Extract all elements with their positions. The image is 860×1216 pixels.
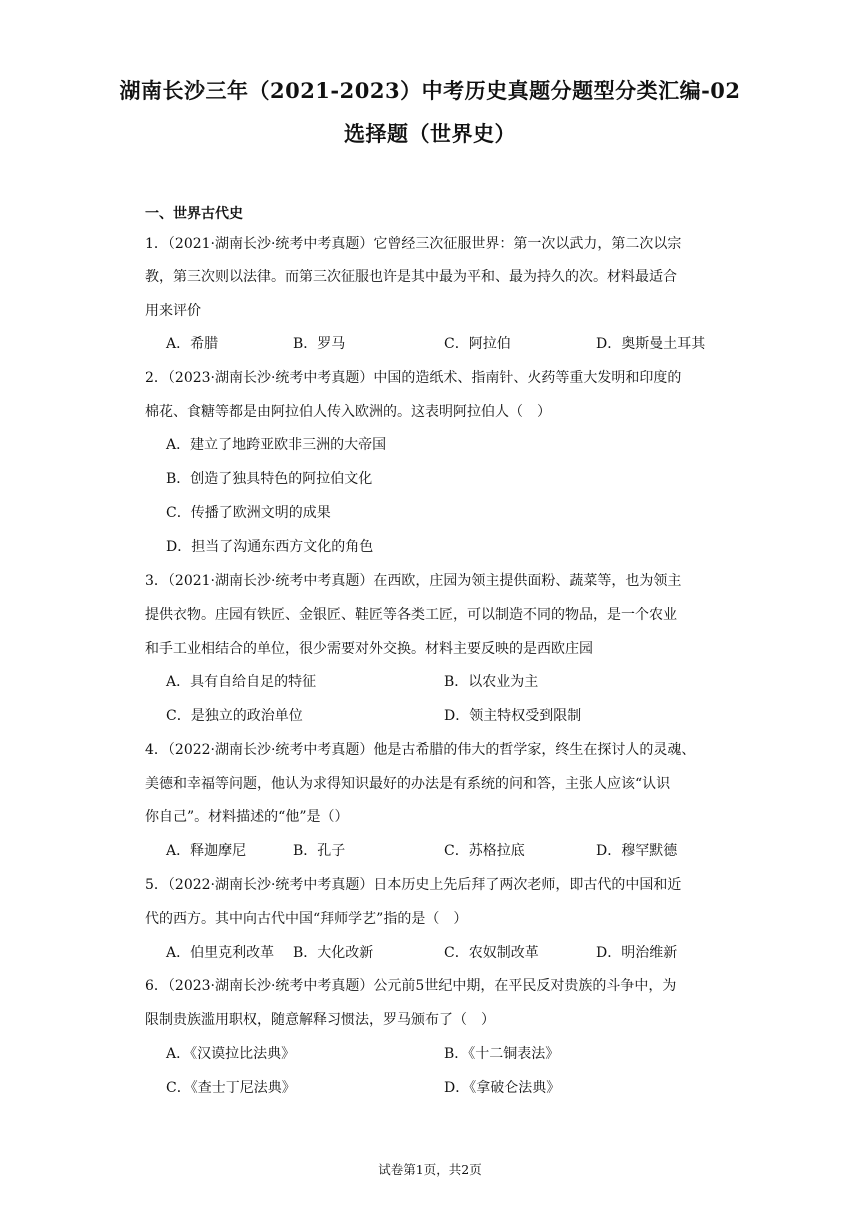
option-d: D．明治维新 [596, 945, 678, 961]
option-b: B．孔子 [293, 843, 346, 859]
option-d: D．领主特权受到限制 [444, 708, 582, 724]
question-text-line: 限制贵族滥用职权，随意解释习惯法，罗马颁布了（ ） [145, 1012, 495, 1028]
question-text-line: 6．（2023·湖南长沙·统考中考真题）公元前5世纪中期，在平民反对贵族的斗争中，为 [145, 978, 677, 994]
option-a: A．伯里克利改革 [166, 945, 275, 961]
option-d: D．穆罕默德 [596, 843, 678, 859]
option-a: A．希腊 [166, 336, 219, 352]
question-text-line: 教，第三次则以法律。而第三次征服也许是其中最为平和、最为持久的次。材料最适合 [145, 269, 677, 285]
question-text-line: 4．（2022·湖南长沙·统考中考真题）他是古希腊的伟大的哲学家，终生在探讨人的灵魂、 [145, 742, 696, 758]
option-b: B．大化改新 [293, 945, 374, 961]
document-title-line-2: 选择题（世界史） [344, 121, 516, 146]
option-a: A．释迦摩尼 [166, 843, 247, 859]
option-b: B．《十二铜表法》 [444, 1046, 560, 1062]
question-text-line: 提供衣物。庄园有铁匠、金银匠、鞋匠等各类工匠，可以制造不同的物品，是一个农业 [145, 607, 677, 623]
option-a: A．具有自给自足的特征 [166, 674, 317, 690]
option-c: C．农奴制改革 [444, 945, 539, 961]
question-text-line: 代的西方。其中向古代中国“拜师学艺”指的是（ ） [145, 911, 468, 927]
question-text-line: 美德和幸福等问题，他认为求得知识最好的办法是有系统的问和答，主张人应该“认识 [145, 776, 671, 792]
option-c: C．是独立的政治单位 [166, 708, 303, 724]
document-title-line-1: 湖南长沙三年（2021-2023）中考历史真题分题型分类汇编-02 [119, 78, 741, 103]
option-d: D．《拿破仑法典》 [444, 1080, 561, 1096]
question-text-line: 5．（2022·湖南长沙·统考中考真题）日本历史上先后拜了两次老师，即古代的中国和近 [145, 877, 682, 893]
question-text-line: 和手工业相结合的单位，很少需要对外交换。材料主要反映的是西欧庄园 [145, 641, 593, 657]
option-a: A．《汉谟拉比法典》 [166, 1046, 296, 1062]
option-a: A．建立了地跨亚欧非三洲的大帝国 [166, 437, 387, 453]
question-text-line: 你自己”。材料描述的“他”是（） [145, 809, 349, 825]
option-c: C．苏格拉底 [444, 843, 525, 859]
question-text-line: 棉花、食糖等都是由阿拉伯人传入欧洲的。这表明阿拉伯人（ ） [145, 404, 551, 420]
page-footer: 试卷第1页，共2页 [378, 1162, 482, 1177]
option-d: D．担当了沟通东西方文化的角色 [166, 539, 374, 555]
option-d: D．奥斯曼土耳其 [596, 336, 706, 352]
question-text-line: 3．（2021·湖南长沙·统考中考真题）在西欧，庄园为领主提供面粉、蔬菜等，也为领主 [145, 573, 682, 589]
question-text-line: 用来评价 [145, 303, 201, 319]
option-c: C．《查士丁尼法典》 [166, 1080, 296, 1096]
option-c: C．传播了欧洲文明的成果 [166, 505, 331, 521]
option-b: B．创造了独具特色的阿拉伯文化 [166, 471, 373, 487]
option-b: B．罗马 [293, 336, 346, 352]
question-text-line: 1．（2021·湖南长沙·统考中考真题）它曾经三次征服世界：第一次以武力，第二次以宗 [145, 236, 682, 252]
section-heading: 一、世界古代史 [145, 206, 243, 222]
question-text-line: 2．（2023·湖南长沙·统考中考真题）中国的造纸术、指南针、火药等重大发明和印度的 [145, 370, 682, 386]
option-b: B．以农业为主 [444, 674, 539, 690]
option-c: C．阿拉伯 [444, 336, 511, 352]
